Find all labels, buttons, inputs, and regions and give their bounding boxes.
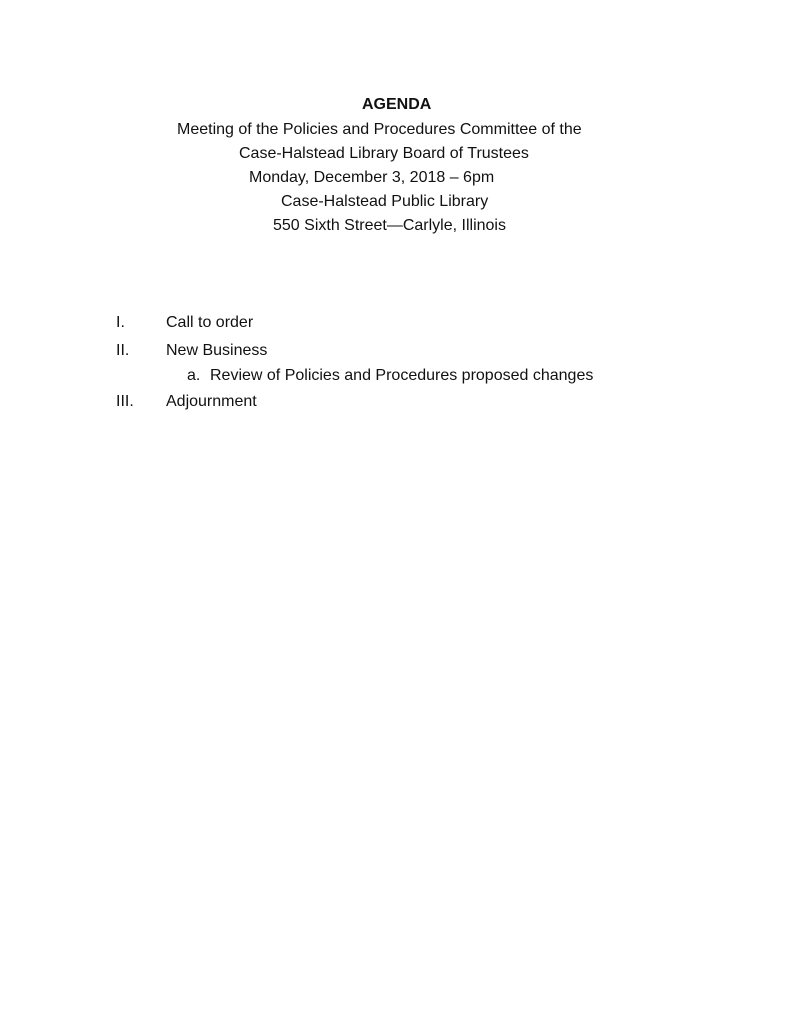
list-item <box>0 313 791 333</box>
list-item <box>0 366 791 386</box>
meeting-address: 550 Sixth Street—Carlyle, Illinois <box>273 217 506 234</box>
item-label: New Business <box>166 342 268 359</box>
meeting-description: Meeting of the Policies and Procedures Committee of the <box>177 121 582 138</box>
meeting-date-time: Monday, December 3, 2018 – 6pm <box>249 169 495 186</box>
agenda-title: AGENDA <box>362 96 432 113</box>
item-numeral: a. <box>187 367 201 384</box>
item-numeral: III. <box>116 393 134 410</box>
item-label: Review of Policies and Procedures proposed changes <box>210 367 594 384</box>
list-item <box>0 392 791 412</box>
item-label: Adjournment <box>166 393 257 410</box>
list-item <box>0 341 791 361</box>
item-numeral: II. <box>116 342 130 359</box>
item-label: Call to order <box>166 314 254 331</box>
item-numeral: I. <box>116 314 125 331</box>
meeting-venue: Case-Halstead Public Library <box>281 193 489 210</box>
board-name: Case-Halstead Library Board of Trustees <box>239 145 529 162</box>
